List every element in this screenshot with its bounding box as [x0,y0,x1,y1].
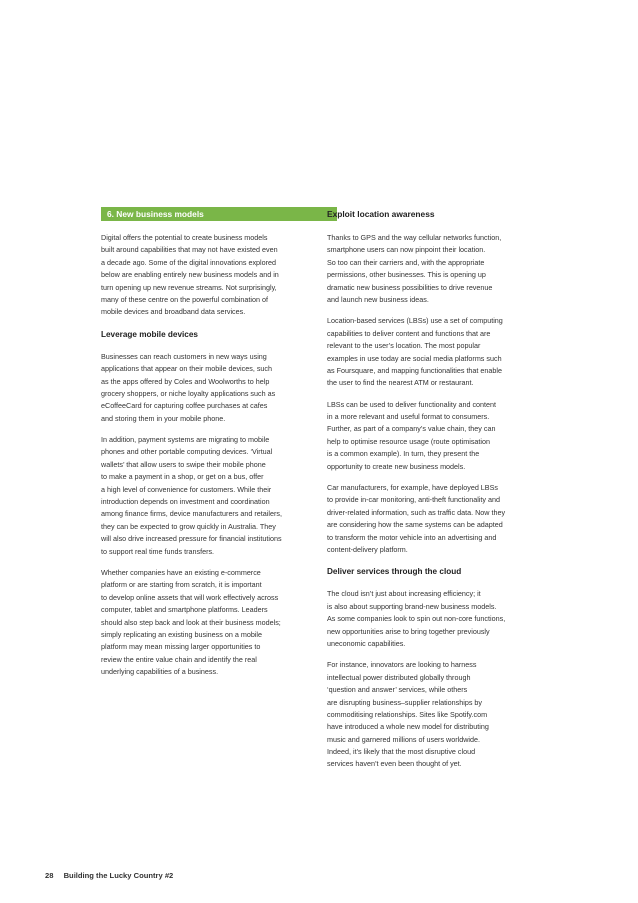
text-line: permissions, other businesses. This is opening up [327,270,486,280]
text-line: to make a payment in a shop, or get on a bus, offer [101,472,264,482]
text-line: Location-based services (LBSs) use a set of computing [327,316,503,326]
text-line: music and garnered millions of users worldwide. [327,734,481,744]
page-number: 28 [45,871,54,880]
text-line: ‘question and answer’ services, while others [327,685,468,695]
text-line: relevant to the user’s location. The most popular [327,341,481,351]
left-column [101,207,337,688]
paragraph [327,232,563,306]
paragraph [101,232,337,319]
text-line: and launch new business ideas. [327,294,429,304]
text-line: LBSs can be used to deliver functionality and content [327,399,497,409]
text-line: Whether companies have an existing e-commerce [101,567,261,577]
text-line: As some companies look to spin out non-core functions, [327,614,506,624]
text-line: turn opening up new revenue streams. Not surprisingly, [101,282,277,292]
text-line: For instance, innovators are looking to harness [327,660,477,670]
text-line: help to optimise resource usage (route optimisation [327,436,491,446]
text-line: new opportunities arise to bring together previously [327,626,490,636]
text-line: dramatic new business possibilities to drive revenue [327,282,493,292]
text-line: to transform the motor vehicle into an advertising and [327,532,497,542]
text-line: is also about supporting brand-new business models. [327,601,497,611]
text-line: a decade ago. Some of the digital innovations explored [101,257,277,267]
text-line: are disrupting business–supplier relationships by [327,697,483,707]
left-column-body [101,232,337,679]
sub-heading: Leverage mobile devices [101,329,198,339]
text-line: to support real time funds transfers. [101,546,215,556]
text-line: Car manufacturers, for example, have deployed LBSs [327,483,498,493]
text-line: Businesses can reach customers in new ways using [101,351,267,361]
text-line: platform may mean missing larger opportunities to [101,642,261,652]
text-line: review the entire value chain and identify the real [101,654,257,664]
text-line: So too can their carriers and, with the appropriate [327,257,485,267]
text-line: they can be expected to grow quickly in Australia. They [101,521,276,531]
text-line: platform or are starting from scratch, it is important [101,580,262,590]
right-column [327,207,563,780]
section-title-new-business-models: 6. New business models [101,207,337,221]
text-line: have introduced a whole new model for distributing [327,722,489,732]
text-line: as Foursquare, and mapping functionalities that enable [327,365,503,375]
paragraph [101,351,337,425]
text-line: content-delivery platform. [327,544,408,554]
paragraph [327,315,563,389]
text-line: computer, tablet and smartphone platforms. Leaders [101,605,268,615]
text-line: phones and other portable computing devices. ‘Virtual [101,447,273,457]
publication-title: Building the Lucky Country #2 [63,871,174,880]
paragraph [101,434,337,558]
text-line: are considering how the same systems can be adapted [327,520,503,530]
text-line: mobile devices and broadband data services. [101,307,246,317]
text-line: intellectual power distributed globally through [327,672,471,682]
text-line: introduction depends on investment and coordination [101,497,270,507]
text-line: many of these centre on the powerful combination of [101,294,269,304]
text-line: uneconomic capabilities. [327,638,406,648]
text-line: built around capabilities that may not have existed even [101,245,278,255]
page-footer [45,871,173,880]
text-line: wallets’ that allow users to swipe their mobile phone [101,459,266,469]
sub-heading: Deliver services through the cloud [327,567,462,577]
text-line: commoditising relationships. Sites like Spotify.com [327,709,488,719]
text-line: to develop online assets that will work effectively across [101,592,279,602]
text-line: underlying capabilities of a business. [101,667,219,677]
text-line: In addition, payment systems are migrating to mobile [101,435,270,445]
text-line: will also drive increased pressure for financial institutions [101,534,282,544]
text-line: as the apps offered by Coles and Woolworths to help [101,376,270,386]
text-line: opportunity to create new business models. [327,461,466,471]
text-line: smartphone users can now pinpoint their location. [327,245,486,255]
text-line: grocery shoppers, or niche loyalty applications such as [101,388,276,398]
text-line: services haven’t even been thought of yet. [327,759,462,769]
right-column-body [327,232,563,771]
paragraph [327,482,563,556]
text-line: applications that appear on their mobile devices, such [101,364,273,374]
text-line: the user to find the nearest ATM or restaurant. [327,378,474,388]
text-line: is a common example). In turn, they present the [327,449,480,459]
paragraph [327,399,563,473]
text-line: Indeed, it’s likely that the most disruptive cloud [327,747,476,757]
paragraph [327,659,563,771]
text-line: should also step back and look at their business models; [101,617,281,627]
text-line: eCoffeeCard for capturing coffee purchases at cafes [101,401,268,411]
text-line: in a more relevant and useful format to consumers. [327,412,490,422]
text-line: driver-related information, such as traffic data. Now they [327,507,506,517]
paragraph [101,567,337,679]
text-line: and storing them in your mobile phone. [101,413,226,423]
text-line: The cloud isn’t just about increasing efficiency; it [327,589,481,599]
text-line: among finance firms, device manufacturers and retailers, [101,509,282,519]
text-line: capabilities to deliver content and functions that are [327,328,491,338]
text-line: a high level of convenience for customers. While their [101,484,272,494]
text-line: Further, as part of a company’s value chain, they can [327,424,496,434]
section-title-exploit-location-awareness: Exploit location awareness [327,209,435,219]
text-line: Thanks to GPS and the way cellular networks function, [327,233,502,242]
text-line: to provide in-car monitoring, anti-theft functionality and [327,495,500,505]
text-line: examples in use today are social media platforms such [327,353,502,363]
paragraph [327,588,563,650]
text-line: Digital offers the potential to create business models [101,233,268,242]
text-line: below are enabling entirely new business models and in [101,270,279,280]
text-line: simply replicating an existing business on a mobile [101,629,263,639]
